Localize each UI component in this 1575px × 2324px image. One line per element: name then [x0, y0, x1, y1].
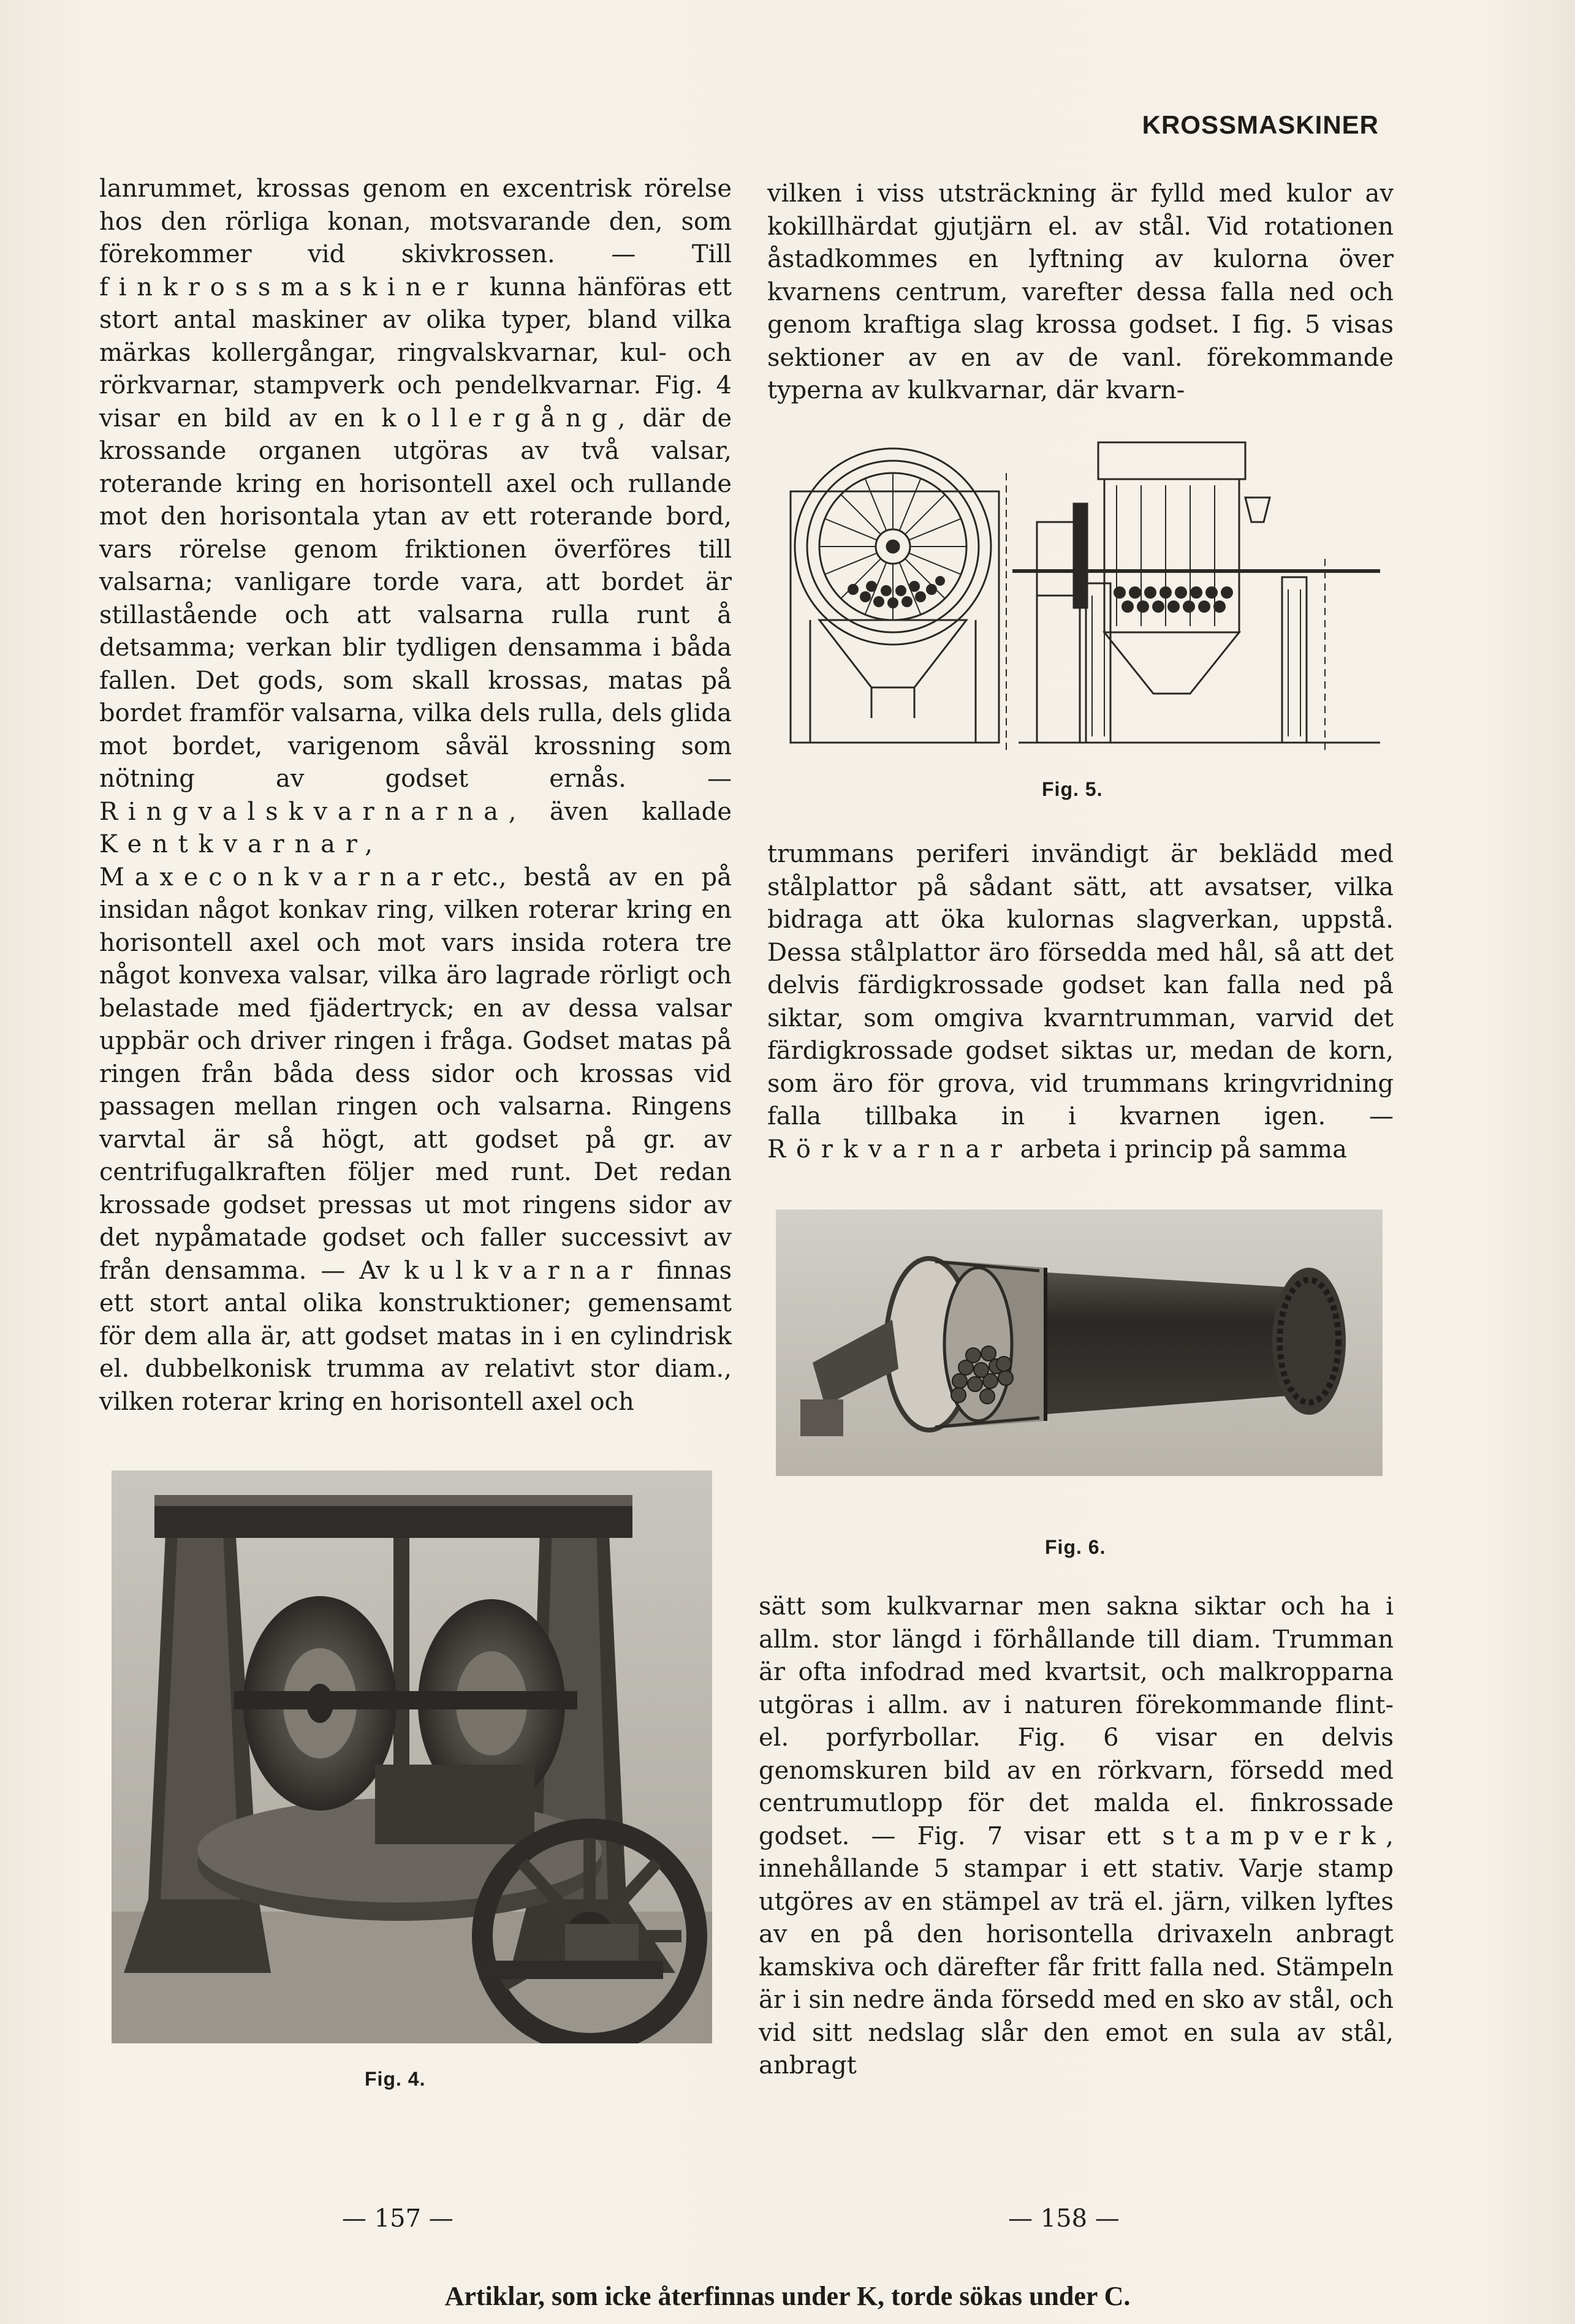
term-kulkvarnar: kulkvarnar	[404, 1256, 643, 1285]
fig6-caption: Fig. 6.	[1045, 1536, 1106, 1558]
fig5-drawing	[773, 436, 1405, 767]
term-kollergang: kollergång	[381, 404, 618, 433]
page-number-left: — 157 —	[342, 2205, 454, 2233]
term-rorkvarnar: Rörkvarnar	[767, 1135, 1012, 1164]
right-column-middle-text	[767, 838, 1394, 1166]
term-kentkvarnar: Kentkvarnar, Maxeconkvarnar	[99, 830, 454, 891]
right-column-bottom-text	[759, 1591, 1394, 2083]
running-head: KROSSMASKINER	[1142, 110, 1379, 139]
term-ringvalskvarnarna: Ringvalskvarnarna	[99, 797, 509, 826]
term-finkrossmaskiner: finkrossmaskiner	[99, 273, 479, 301]
right-mid-paragraph: trummans periferi invändigt är beklädd med stålplattor på sådant sätt, att avsatser, vilka bidraga att öka kulornas slagverkan, uppstå. Dessa stålplattor äro försedda med hål, så att det delvis färdigkrossade godset kan falla ned på siktar, som omgiva kvarntrumman, varvid det färdigkrossade godset siktas ur, medan de korn, som äro för grova, vid trummans kringvridning falla tillbaka in i kvarnen igen. — Rörkvarnar arbeta i princip på samma	[767, 840, 1394, 1164]
left-column-text	[99, 173, 732, 1418]
page-number-right: — 158 —	[1008, 2205, 1120, 2233]
right-top-paragraph: vilken i viss utsträckning är fylld med kulor av kokillhärdat gjutjärn el. av stål. Vid rotationen åstadkommes en lyftning av kulorna över kvarnens centrum, varefter dessa falla ned och genom kraftiga slag krossa godset. I fig. 5 visas sektioner av en av de vanl. förekommande typerna av kulkvarnar, där kvarn-	[767, 180, 1394, 404]
fig6-photo	[776, 1209, 1383, 1476]
footer-note: Artiklar, som icke återfinnas under K, torde sökas under C.	[444, 2281, 1131, 2311]
fig5-caption: Fig. 5.	[1042, 778, 1103, 800]
term-stampverk: stampverk	[1162, 1822, 1386, 1850]
fig4-caption: Fig. 4.	[365, 2068, 426, 2090]
right-column-top-text	[767, 178, 1394, 407]
right-bottom-paragraph: sätt som kulkvarnar men sakna siktar och ha i allm. stor längd i förhållande till diam. Trumman är ofta infodrad med kvartsit, och malkropparna utgöras i allm. av i naturen förekommande flint- el. porfyrbollar. Fig. 6 visar en delvis genomskuren bild av en rörkvarn, försedd med centrumutlopp för det malda el. finkrossade godset. — Fig. 7 visar ett stampverk, innehållande 5 stampar i ett stativ. Varje stamp utgöres av en stämpel av trä el. järn, vilken lyftes av en på den horisontella drivaxeln anbragt kamskiva och därefter får fritt falla ned. Stämpeln är i sin nedre ända försedd med en sko av stål, och vid sitt nedslag slår den emot en sula av stål, anbragt	[759, 1592, 1394, 2080]
left-paragraph: lanrummet, krossas genom en excentrisk rörelse hos den rörliga konan, motsvarande den, som förekommer vid skivkrossen. — Till finkrossmaskiner kunna hänföras ett stort antal maskiner av olika typer, bland vilka märkas kollergångar, ringvalskvarnar, kul- och rörkvarnar, stampverk och pendelkvarnar. Fig. 4 visar en bild av en kollergång, där de krossande organen utgöras av två valsar, roterande kring en horisontell axel och rullande mot den horisontala ytan av ett roterande bord, vars rörelse genom friktionen överföres till valsarna; vanligare torde vara, att bordet är stillastående och att valsarna rulla runt å detsamma; verkan blir tydligen densamma i båda fallen. Det gods, som skall krossas, matas på bordet framför valsarna, vilka dels rulla, dels glida mot bordet, varigenom såväl krossning som nötning av godset ernås. — Ringvalskvarnarna, även kallade Kentkvarnar, Maxeconkvarnaretc., bestå av en på insidan något konkav ring, vilken roterar kring en horisontell axel och mot vars insida rotera tre något konvexa valsar, vilka äro lagrade rörligt och belastade med fjädertryck; en av dessa valsar uppbär och driver ringen i fråga. Godset matas på ringen från båda dess sidor och krossas vid passagen mellan ringen och valsarna. Ringens varvtal är så högt, att godset på gr. av centrifugalkraften följer med runt. Det redan krossade godset pressas ut mot ringens sidor av det nypåmatade godset och faller successivt av från densamma. — Av kulkvarnar finnas ett stort antal olika konstruktioner; gemensamt för dem alla är, att godset matas in i en cylindrisk el. dubbelkonisk trumma av relativt stor diam., vilken roterar kring en horisontell axel och	[99, 175, 732, 1416]
fig4-photo	[112, 1470, 712, 2043]
